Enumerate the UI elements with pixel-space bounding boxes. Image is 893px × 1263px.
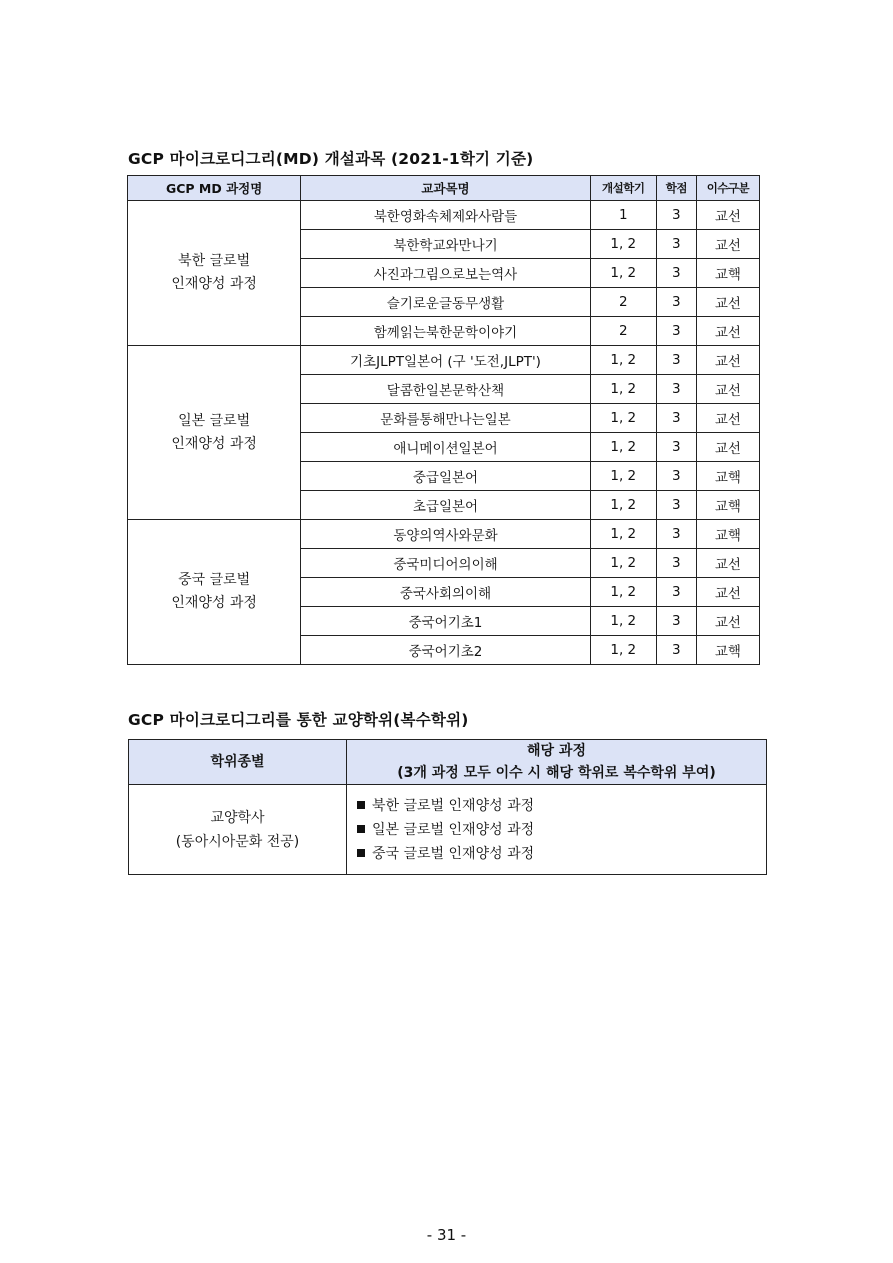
course-type-cell: 교선 xyxy=(696,607,759,636)
md-courses-table xyxy=(127,175,760,665)
course-name: 중국미디어의이해 xyxy=(301,549,590,578)
table-header-row xyxy=(129,740,767,785)
course-name: 동양의역사와문화 xyxy=(301,520,590,549)
semester-cell: 1, 2 xyxy=(590,520,656,549)
course-type-cell: 교핵 xyxy=(696,636,759,665)
course-name: 사진과그림으로보는역사 xyxy=(301,259,590,288)
header-semester: 개설학기 xyxy=(590,176,656,201)
degree-name: 교양학사 xyxy=(210,809,265,826)
table-row xyxy=(128,346,760,375)
credit-cell: 3 xyxy=(656,578,696,607)
course-name: 북한영화속체제와사람들 xyxy=(301,201,590,230)
page-number: - 31 - xyxy=(426,1226,467,1244)
header-type: 이수구분 xyxy=(696,176,759,201)
header-credit: 학점 xyxy=(656,176,696,201)
section-heading-degree: GCP 마이크로디그리를 통한 교양학위(복수학위) xyxy=(128,711,469,729)
credit-cell: 3 xyxy=(656,375,696,404)
semester-cell: 1 xyxy=(590,201,656,230)
credit-cell: 3 xyxy=(656,549,696,578)
semester-cell: 1, 2 xyxy=(590,491,656,520)
header-related-courses xyxy=(347,740,767,785)
course-name: 애니메이션일본어 xyxy=(301,433,590,462)
course-type-cell: 교선 xyxy=(696,433,759,462)
credit-cell: 3 xyxy=(656,491,696,520)
credit-cell: 3 xyxy=(656,404,696,433)
table-row xyxy=(129,785,767,875)
credit-cell: 3 xyxy=(656,462,696,491)
md-program-name: 일본 글로벌 인재양성 과정 xyxy=(128,346,301,520)
square-bullet-icon xyxy=(357,849,365,857)
course-type-cell: 교핵 xyxy=(696,491,759,520)
credit-cell: 3 xyxy=(656,317,696,346)
credit-cell: 3 xyxy=(656,520,696,549)
semester-cell: 1, 2 xyxy=(590,578,656,607)
credit-cell: 3 xyxy=(656,636,696,665)
course-type-cell: 교선 xyxy=(696,288,759,317)
course-name: 중국사회의이해 xyxy=(301,578,590,607)
md-program-name: 중국 글로벌 인재양성 과정 xyxy=(128,520,301,665)
credit-cell: 3 xyxy=(656,433,696,462)
section-heading-md-courses: GCP 마이크로디그리(MD) 개설과목 (2021-1학기 기준) xyxy=(128,150,534,168)
course-type-cell: 교선 xyxy=(696,201,759,230)
course-name: 초급일본어 xyxy=(301,491,590,520)
course-type-cell: 교선 xyxy=(696,230,759,259)
credit-cell: 3 xyxy=(656,607,696,636)
table-row xyxy=(128,201,760,230)
course-type-cell: 교선 xyxy=(696,578,759,607)
credit-cell: 3 xyxy=(656,288,696,317)
header-related-courses-note: (3개 과정 모두 이수 시 해당 학위로 복수학위 부여) xyxy=(397,765,716,781)
course-type-cell: 교핵 xyxy=(696,462,759,491)
semester-cell: 2 xyxy=(590,288,656,317)
course-name: 중국어기초1 xyxy=(301,607,590,636)
course-list-cell xyxy=(347,785,767,875)
semester-cell: 1, 2 xyxy=(590,404,656,433)
course-name: 슬기로운글동무생활 xyxy=(301,288,590,317)
course-type-cell: 교선 xyxy=(696,404,759,433)
list-item: 일본 글로벌 인재양성 과정 xyxy=(357,818,766,842)
semester-cell: 1, 2 xyxy=(590,462,656,491)
course-name: 중급일본어 xyxy=(301,462,590,491)
semester-cell: 1, 2 xyxy=(590,259,656,288)
table-row xyxy=(128,520,760,549)
semester-cell: 1, 2 xyxy=(590,230,656,259)
list-item: 북한 글로벌 인재양성 과정 xyxy=(357,794,766,818)
degree-major: (동아시아문화 전공) xyxy=(175,833,300,850)
course-name: 문화를통해만나는일본 xyxy=(301,404,590,433)
course-type-cell: 교선 xyxy=(696,317,759,346)
semester-cell: 1, 2 xyxy=(590,375,656,404)
semester-cell: 2 xyxy=(590,317,656,346)
course-type-cell: 교선 xyxy=(696,346,759,375)
course-type-cell: 교선 xyxy=(696,375,759,404)
credit-cell: 3 xyxy=(656,346,696,375)
course-name: 기초JLPT일본어 (구 '도전,JLPT') xyxy=(301,346,590,375)
semester-cell: 1, 2 xyxy=(590,607,656,636)
credit-cell: 3 xyxy=(656,230,696,259)
course-name: 북한학교와만나기 xyxy=(301,230,590,259)
degree-table xyxy=(128,739,767,875)
degree-cell xyxy=(129,785,347,875)
square-bullet-icon xyxy=(357,825,365,833)
course-name: 중국어기초2 xyxy=(301,636,590,665)
course-name: 달콤한일본문학산책 xyxy=(301,375,590,404)
square-bullet-icon xyxy=(357,801,365,809)
semester-cell: 1, 2 xyxy=(590,636,656,665)
md-program-name: 북한 글로벌 인재양성 과정 xyxy=(128,201,301,346)
list-item: 중국 글로벌 인재양성 과정 xyxy=(357,842,766,866)
course-type-cell: 교선 xyxy=(696,549,759,578)
header-course-name: 교과목명 xyxy=(301,176,590,201)
semester-cell: 1, 2 xyxy=(590,433,656,462)
credit-cell: 3 xyxy=(656,201,696,230)
semester-cell: 1, 2 xyxy=(590,346,656,375)
semester-cell: 1, 2 xyxy=(590,549,656,578)
header-degree-type: 학위종별 xyxy=(129,740,347,785)
credit-cell: 3 xyxy=(656,259,696,288)
header-md-name: GCP MD 과정명 xyxy=(128,176,301,201)
course-type-cell: 교핵 xyxy=(696,520,759,549)
table-header-row xyxy=(128,176,760,201)
course-type-cell: 교핵 xyxy=(696,259,759,288)
course-name: 함께읽는북한문학이야기 xyxy=(301,317,590,346)
header-related-courses-title: 해당 과정 xyxy=(527,743,586,759)
